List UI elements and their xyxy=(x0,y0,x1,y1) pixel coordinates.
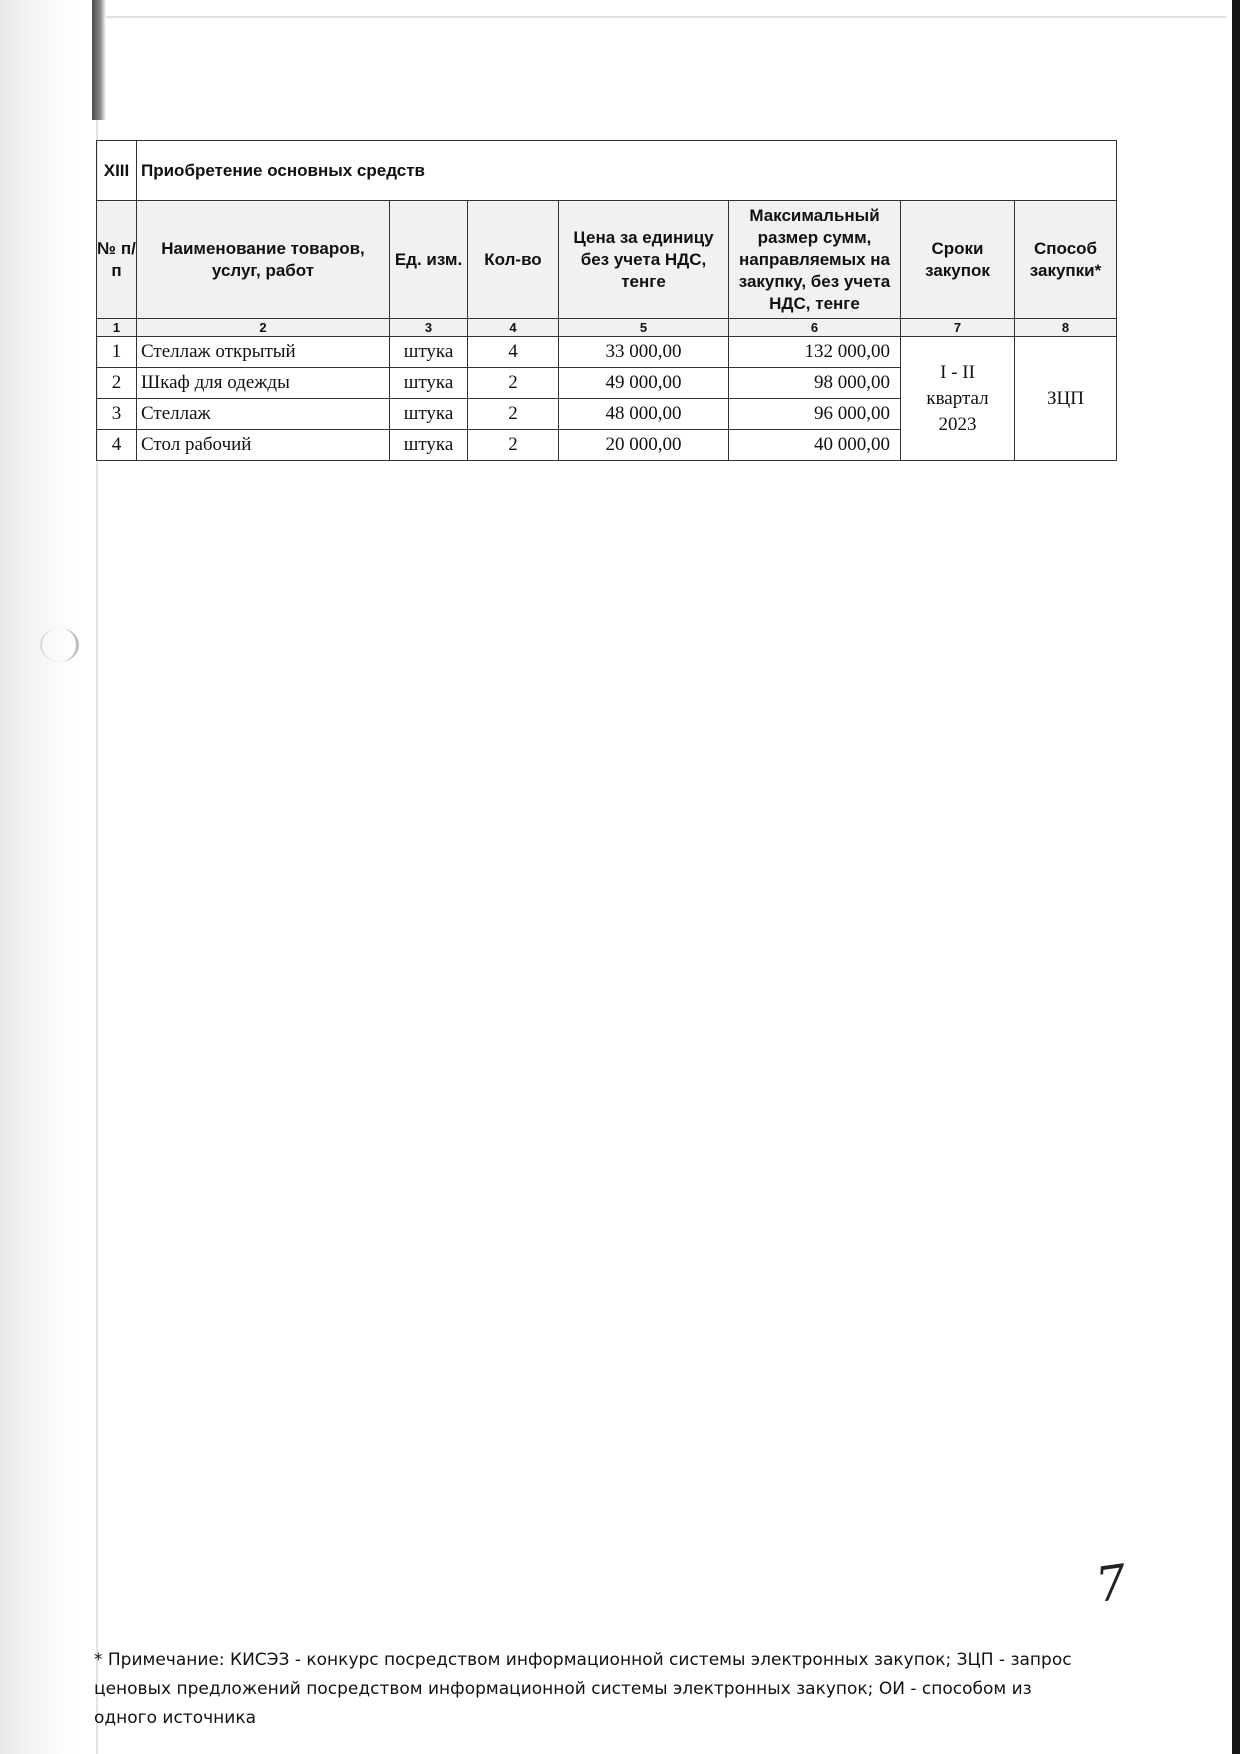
row-sum: 132 000,00 xyxy=(729,337,901,368)
column-index: 5 xyxy=(559,319,729,337)
header-qty: Кол-во xyxy=(468,201,559,319)
header-num: № п/п xyxy=(97,201,137,319)
terms-line: 2023 xyxy=(938,413,977,435)
row-qty: 2 xyxy=(468,430,559,461)
header-method: Способ закупки* xyxy=(1015,201,1117,319)
row-name: Стол рабочий xyxy=(137,430,390,461)
row-price: 20 000,00 xyxy=(559,430,729,461)
column-index-row xyxy=(97,319,1117,337)
terms-line: I - II xyxy=(940,361,975,383)
row-unit: штука xyxy=(390,368,468,399)
row-number: 1 xyxy=(97,337,137,368)
handwritten-page-number: 7 xyxy=(1092,1554,1131,1614)
row-number: 3 xyxy=(97,399,137,430)
procurement-table xyxy=(96,140,1117,461)
column-index: 7 xyxy=(901,319,1015,337)
header-name: Наименование товаров, услуг, работ xyxy=(137,201,390,319)
row-sum: 96 000,00 xyxy=(729,399,901,430)
scan-binding-mark xyxy=(92,0,106,120)
purchase-terms xyxy=(901,337,1015,461)
row-sum: 98 000,00 xyxy=(729,368,901,399)
section-title: Приобретение основных средств xyxy=(137,141,1117,201)
row-number: 2 xyxy=(97,368,137,399)
row-price: 48 000,00 xyxy=(559,399,729,430)
footnote: * Примечание: КИСЭЗ - конкурс посредством информационной системы электронных закупок; ЗЦП - запрос ценовых предложений посредством информационной системы электронных закупок; ОИ - способом из одного источника xyxy=(94,1650,1072,1728)
row-unit: штука xyxy=(390,337,468,368)
row-price: 33 000,00 xyxy=(559,337,729,368)
terms-line: квартал xyxy=(926,387,989,409)
row-unit: штука xyxy=(390,399,468,430)
row-number: 4 xyxy=(97,430,137,461)
row-name: Стеллаж открытый xyxy=(137,337,390,368)
purchase-method: ЗЦП xyxy=(1015,337,1117,461)
row-qty: 2 xyxy=(468,368,559,399)
row-qty: 4 xyxy=(468,337,559,368)
section-number: XIII xyxy=(97,141,137,201)
column-index: 4 xyxy=(468,319,559,337)
table-row xyxy=(97,337,1117,368)
punch-hole xyxy=(40,628,79,662)
scan-top-line xyxy=(106,16,1226,18)
scan-edge-shadow xyxy=(0,0,78,1754)
column-index: 3 xyxy=(390,319,468,337)
row-name: Стеллаж xyxy=(137,399,390,430)
row-name: Шкаф для одежды xyxy=(137,368,390,399)
row-sum: 40 000,00 xyxy=(729,430,901,461)
row-unit: штука xyxy=(390,430,468,461)
scan-right-edge xyxy=(1232,0,1240,1754)
column-index: 2 xyxy=(137,319,390,337)
column-index: 6 xyxy=(729,319,901,337)
column-index: 8 xyxy=(1015,319,1117,337)
header-terms: Сроки закупок xyxy=(901,201,1015,319)
header-price: Цена за единицу без учета НДС, тенге xyxy=(559,201,729,319)
header-row xyxy=(97,201,1117,319)
header-max-sum: Максимальный размер сумм, направляемых на закупку, без учета НДС, тенге xyxy=(729,201,901,319)
row-price: 49 000,00 xyxy=(559,368,729,399)
row-qty: 2 xyxy=(468,399,559,430)
column-index: 1 xyxy=(97,319,137,337)
section-row xyxy=(97,141,1117,201)
header-unit: Ед. изм. xyxy=(390,201,468,319)
